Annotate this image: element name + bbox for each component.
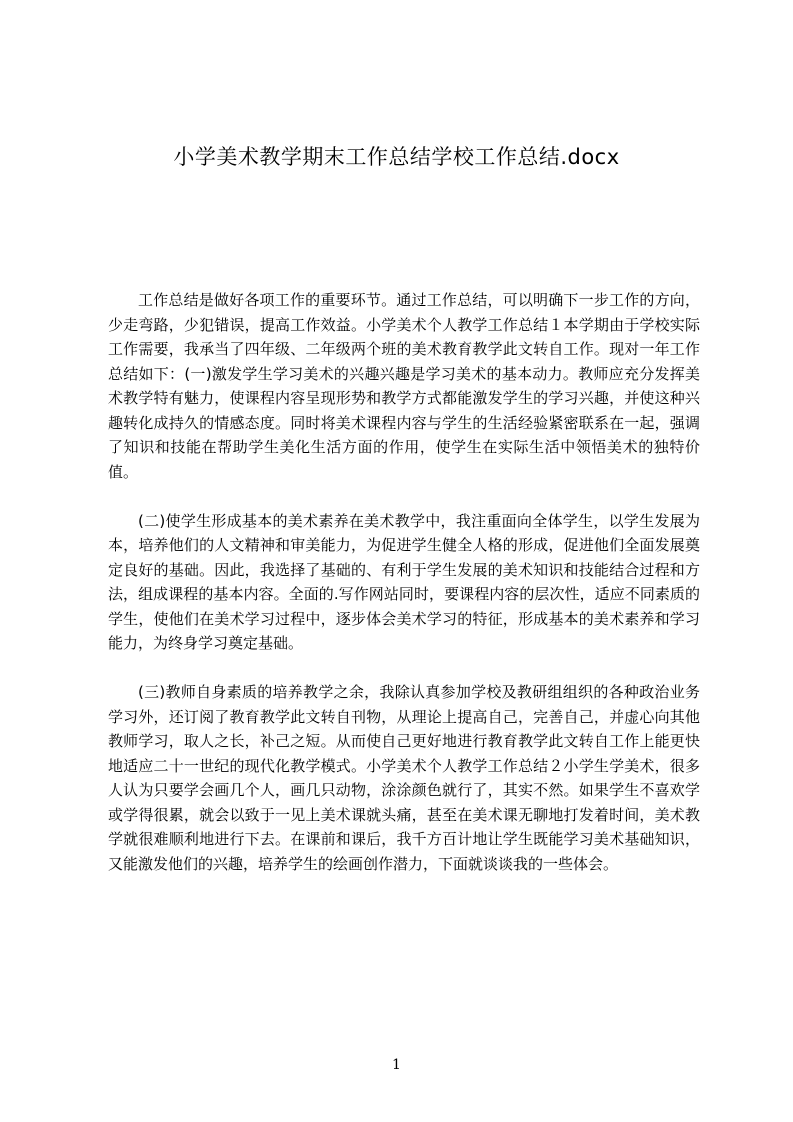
paragraph-3: (三)教师自身素质的培养教学之余，我除认真参加学校及教研组组织的各种政治业务学习外，还订阅了教育教学此文转自刊物，从理论上提高自己，完善自己，并虚心向其他教师学习，取人之长，补己之短。从而使自己更好地进行教育教学此文转自工作上能更快地适应二十一世纪的现代化教学模式。小学美术个人教学工作总结２小学生学美术，很多人认为只要学会画几个人，画几只动物，涂涂颜色就行了，其实不然。如果学生不喜欢学或学得很累，就会以致于一见上美术课就头痛，甚至在美术课无聊地打发着时间，美术教学就很难顺利地进行下去。在课前和课后，我千方百计地让学生既能学习美术基础知识，又能激发他们的兴趣，培养学生的绘画创作潜力，下面就谈谈我的一些体会。	[108, 683, 700, 873]
document-body	[108, 288, 700, 876]
paragraph-1: 工作总结是做好各项工作的重要环节。通过工作总结，可以明确下一步工作的方向，少走弯路，少犯错误，提高工作效益。小学美术个人教学工作总结１本学期由于学校实际工作需要，我承当了四年级、二年级两个班的美术教育教学此文转自工作。现对一年工作总结如下：(一)激发学生学习美术的兴趣兴趣是学习美术的基本动力。教师应充分发挥美术教学特有魅力，使课程内容呈现形势和教学方式都能激发学生的学习兴趣，并使这种兴趣转化成持久的情感态度。同时将美术课程内容与学生的生活经验紧密联系在一起，强调了知识和技能在帮助学生美化生活方面的作用，使学生在实际生活中领悟美术的独特价值。	[108, 291, 700, 481]
document-title: 小学美术教学期末工作总结学校工作总结.docx	[173, 145, 620, 169]
page-number: 1	[392, 1057, 401, 1073]
paragraph-2: (二)使学生形成基本的美术素养在美术教学中，我注重面向全体学生，以学生发展为本，培养他们的人文精神和审美能力，为促进学生健全人格的形成，促进他们全面发展奠定良好的基础。因此，我选择了基础的、有利于学生发展的美术知识和技能结合过程和方法，组成课程的基本内容。全面的.写作网站同时，要课程内容的层次性，适应不同素质的学生，使他们在美术学习过程中，逐步体会美术学习的特征，形成基本的美术素养和学习能力，为终身学习奠定基础。	[108, 511, 700, 652]
